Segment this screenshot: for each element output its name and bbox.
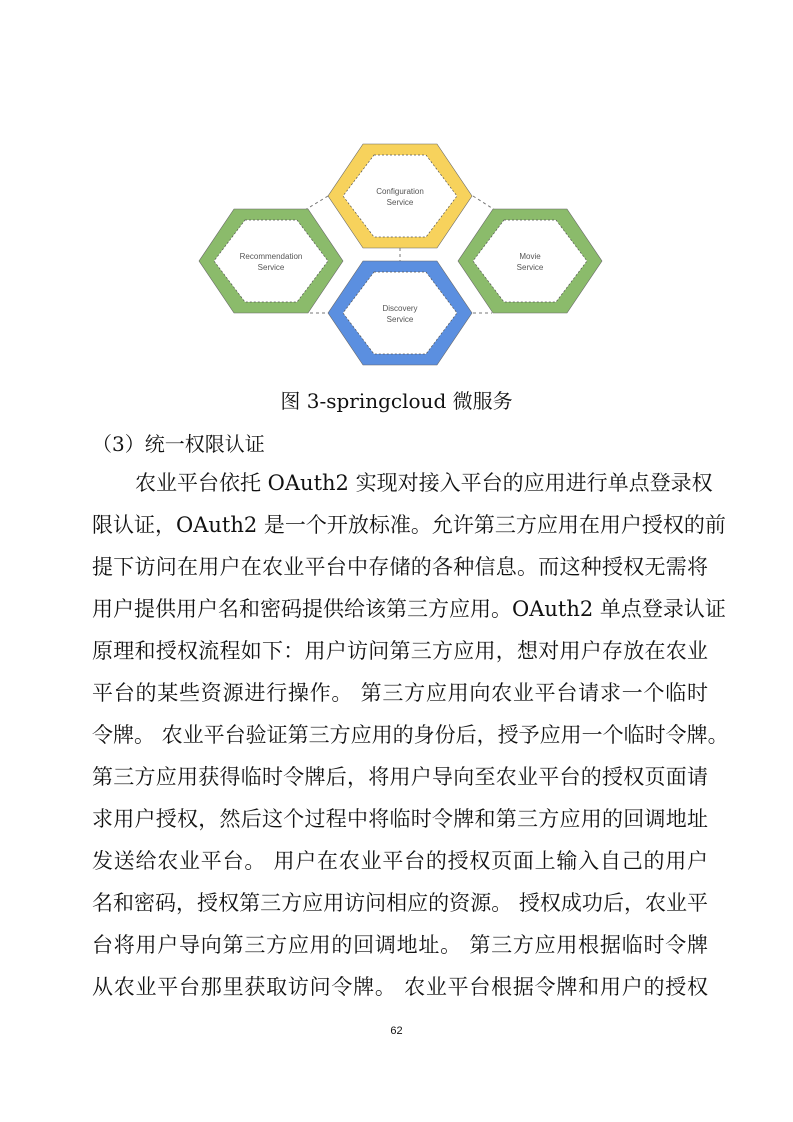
- hexagon-label: Service: [386, 198, 414, 207]
- page-number: 62: [390, 1025, 403, 1037]
- hexagon-movie: [458, 209, 602, 313]
- hexagon-label: Movie: [519, 252, 541, 261]
- paragraph-line: 提下访问在用户在农业平台中存储的各种信息。而这种授权无需将: [92, 555, 708, 579]
- hexagon-label: Service: [516, 263, 544, 272]
- springcloud-diagram: [0, 0, 793, 380]
- paragraph-line: 第三方应用获得临时令牌后，将用户导向至农业平台的授权页面请: [92, 765, 708, 789]
- hexagon-recommendation: [199, 209, 343, 313]
- paragraph-line: 名和密码，授权第三方应用访问相应的资源。 授权成功后，农业平: [92, 891, 708, 915]
- hexagon-discovery: [328, 261, 472, 365]
- paragraph-line: 原理和授权流程如下：用户访问第三方应用，想对用户存放在农业: [92, 639, 708, 663]
- hexagon-label: Discovery: [382, 304, 418, 313]
- hexagon-label: Service: [386, 315, 414, 324]
- paragraph-line: 台将用户导向第三方应用的回调地址。 第三方应用根据临时令牌: [92, 933, 708, 957]
- hexagon-label: Recommendation: [239, 252, 303, 261]
- hexagon-label: Configuration: [376, 187, 424, 196]
- section-heading: （3）统一权限认证: [92, 432, 265, 456]
- paragraph-line: 令牌。 农业平台验证第三方应用的身份后，授予应用一个临时令牌。: [92, 723, 729, 747]
- paragraph-line: 求用户授权，然后这个过程中将临时令牌和第三方应用的回调地址: [92, 807, 708, 831]
- figure-caption: 图 3-springcloud 微服务: [280, 389, 513, 413]
- paragraph-line: 限认证，OAuth2 是一个开放标准。允许第三方应用在用户授权的前: [92, 513, 726, 537]
- paragraph-line: 发送给农业平台。 用户在农业平台的授权页面上输入自己的用户: [92, 849, 708, 873]
- paragraph-line: 农业平台依托 OAuth2 实现对接入平台的应用进行单点登录权: [135, 471, 713, 495]
- paragraph-line: 平台的某些资源进行操作。 第三方应用向农业平台请求一个临时: [92, 681, 708, 705]
- hexagon-label: Service: [257, 263, 285, 272]
- hexagon-configuration: [328, 144, 472, 248]
- paragraph-line: 用户提供用户名和密码提供给该第三方应用。OAuth2 单点登录认证: [92, 597, 726, 621]
- paragraph-line: 从农业平台那里获取访问令牌。 农业平台根据令牌和用户的授权: [92, 975, 708, 999]
